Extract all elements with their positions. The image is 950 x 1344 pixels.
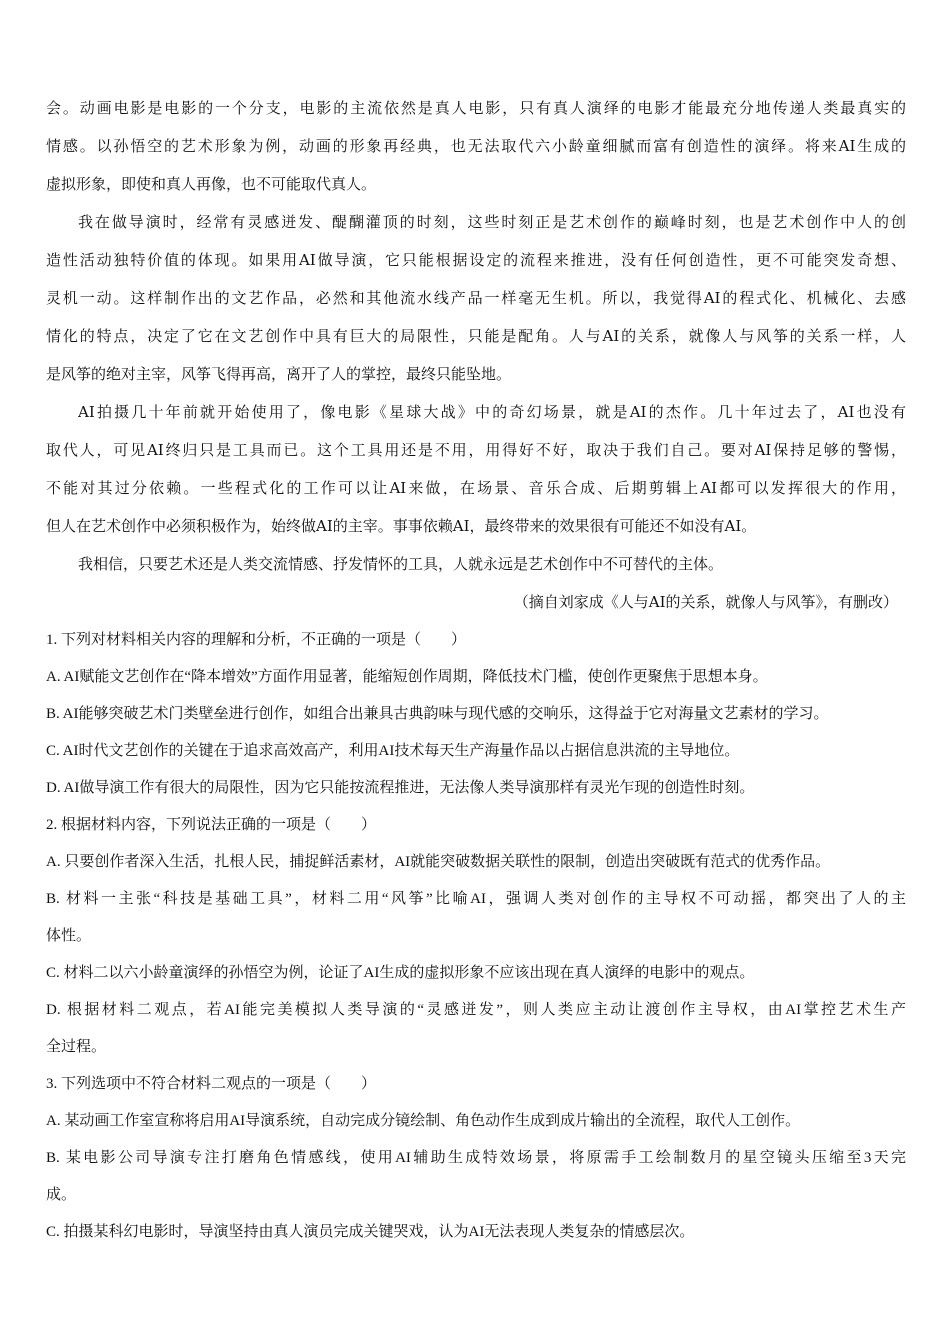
passage-line: 灵机一动。这样制作出的文艺作品，必然和其他流水线产品一样毫无生机。所以，我觉得AI的程式化、机械化、去感: [46, 289, 906, 307]
source-citation: （摘自刘家成《人与AI的关系，就像人与风筝》，有删改）: [513, 593, 898, 611]
question-3-stem: 3. 下列选项中不符合材料二观点的一项是（ ）: [46, 1076, 377, 1092]
passage-line: 情化的特点，决定了它在文艺创作中具有巨大的局限性，只能是配角。人与AI的关系，就像人与风筝的关系一样，人: [46, 327, 906, 345]
passage-line: 情感。以孙悟空的艺术形象为例，动画的形象再经典，也无法取代六小龄童细腻而富有创造性的演绎。将来AI生成的: [46, 137, 906, 155]
question-2-option-b-cont: 体性。: [46, 928, 92, 944]
passage-line: 会。动画电影是电影的一个分支，电影的主流依然是真人电影，只有真人演绎的电影才能最充分地传递人类最真实的: [46, 99, 906, 117]
passage-line: 虚拟形象，即使和真人再像，也不可能取代真人。: [46, 175, 377, 193]
passage-line: 但人在艺术创作中必须积极作为，始终做AI的主宰。事事依赖AI，最终带来的效果很有可能还不如没有AI。: [46, 517, 757, 535]
question-1-stem: 1. 下列对材料相关内容的理解和分析，不正确的一项是（ ）: [46, 632, 467, 648]
passage-line: 不能对其过分依赖。一些程式化的工作可以让AI来做，在场景、音乐合成、后期剪辑上AI都可以发挥很大的作用，: [46, 479, 906, 497]
question-1-option-c: C. AI时代文艺创作的关键在于追求高效高产，利用AI技术每天生产海量作品以占据信息洪流的主导地位。: [46, 743, 740, 759]
passage-line: AI拍摄几十年前就开始使用了，像电影《星球大战》中的奇幻场景，就是AI的杰作。几十年过去了，AI也没有: [78, 403, 906, 421]
question-3-option-c: C. 拍摄某科幻电影时，导演坚持由真人演员完成关键哭戏，认为AI无法表现人类复杂的情感层次。: [46, 1224, 695, 1240]
question-3-option-b: B. 某电影公司导演专注打磨角色情感线，使用AI辅助生成特效场景，将原需手工绘制数月的星空镜头压缩至3天完: [46, 1150, 906, 1166]
passage-line: 取代人，可见AI终归只是工具而已。这个工具用还是不用，用得好不好，取决于我们自己。要对AI保持足够的警惕，: [46, 441, 906, 459]
passage-line: 是风筝的绝对主宰，风筝飞得再高，离开了人的掌控，最终只能坠地。: [46, 365, 512, 383]
question-2-stem: 2. 根据材料内容，下列说法正确的一项是（ ）: [46, 817, 377, 833]
question-2-option-b: B. 材料一主张“科技是基础工具”，材料二用“风筝”比喻AI，强调人类对创作的主导权不可动摇，都突出了人的主: [46, 891, 906, 907]
question-3-option-a: A. 某动画工作室宣称将启用AI导演系统，自动完成分镜绘制、角色动作生成到成片输出的全流程，取代人工创作。: [46, 1113, 801, 1129]
question-1-option-a: A. AI赋能文艺创作在“降本增效”方面作用显著，能缩短创作周期，降低技术门槛，使创作更聚焦于思想本身。: [46, 669, 768, 685]
passage-line: 我在做导演时，经常有灵感迸发、醍醐灌顶的时刻，这些时刻正是艺术创作的巅峰时刻，也是艺术创作中人的创: [78, 213, 906, 231]
question-1-option-b: B. AI能够突破艺术门类壁垒进行创作，如组合出兼具古典韵味与现代感的交响乐，这得益于它对海量文艺素材的学习。: [46, 706, 829, 722]
passage-line: 造性活动独特价值的体现。如果用AI做导演，它只能根据设定的流程来推进，没有任何创造性，更不可能突发奇想、: [46, 251, 906, 269]
question-2-option-a: A. 只要创作者深入生活，扎根人民，捕捉鲜活素材，AI就能突破数据关联性的限制，创造出突破既有范式的优秀作品。: [46, 854, 831, 870]
question-2-option-c: C. 材料二以六小龄童演绎的孙悟空为例，论证了AI生成的虚拟形象不应该出现在真人演绎的电影中的观点。: [46, 965, 755, 981]
question-2-option-d: D. 根据材料二观点，若AI能完美模拟人类导演的“灵感迸发”，则人类应主动让渡创作主导权，由AI掌控艺术生产: [46, 1002, 906, 1018]
question-2-option-d-cont: 全过程。: [46, 1039, 107, 1055]
question-3-option-b-cont: 成。: [46, 1187, 77, 1203]
question-1-option-d: D. AI做导演工作有很大的局限性，因为它只能按流程推进，无法像人类导演那样有灵光乍现的创造性时刻。: [46, 780, 755, 796]
passage-line: 我相信，只要艺术还是人类交流情感、抒发情怀的工具，人就永远是艺术创作中不可替代的主体。: [78, 555, 724, 573]
